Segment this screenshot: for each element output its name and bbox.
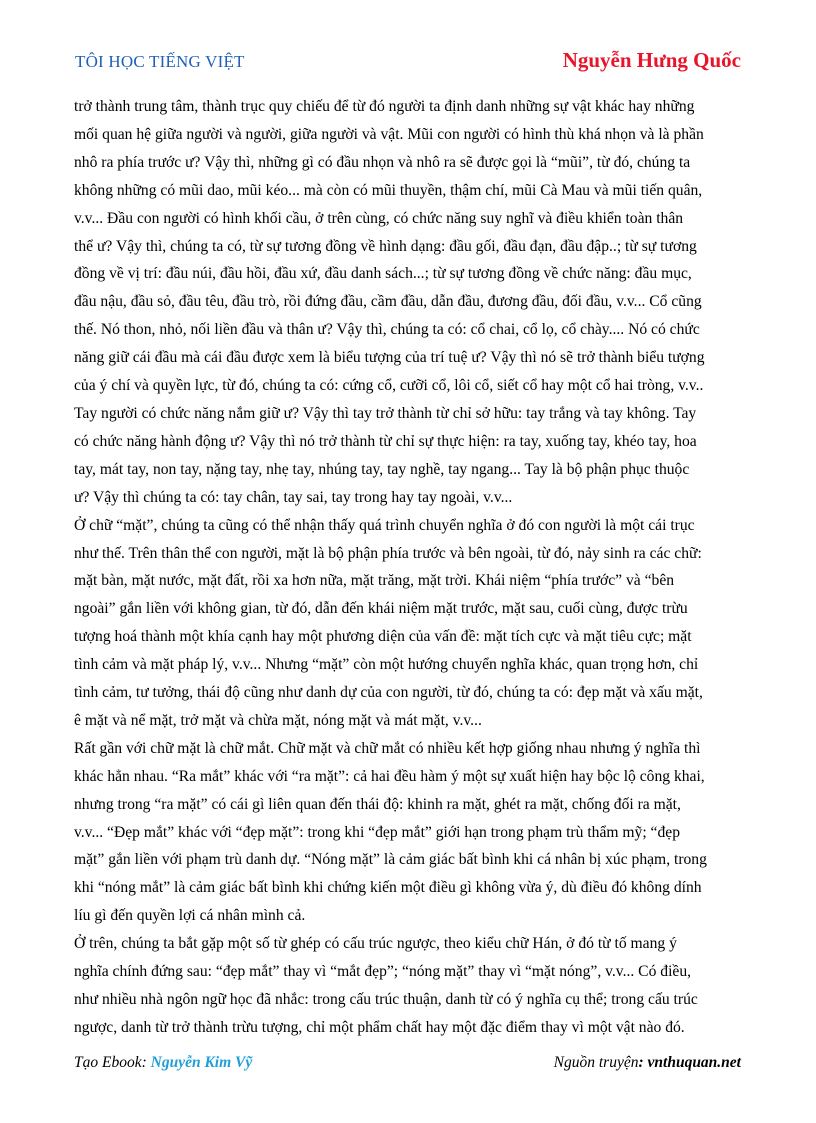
book-title: TÔI HỌC TIẾNG VIỆT — [75, 52, 245, 71]
text-line: như thế. Trên thân thể con người, mặt là bộ phận phía trước và bên ngoài, từ đó, nảy sinh ra các chữ: — [74, 544, 702, 562]
text-line: mặt” gắn liền với phạm trù danh dự. “Nóng mặt” là cảm giác bất bình khi cá nhân bị xúc phạm, trong — [74, 851, 707, 869]
text-line: tay, mát tay, non tay, nặng tay, nhẹ tay, nhúng tay, tay nghề, tay ngang... Tay là bộ phận phục thuộc — [74, 460, 690, 478]
paragraph — [74, 512, 742, 735]
text-line: trở thành trung tâm, thành trục quy chiếu để từ đó người ta định danh những sự vật khác hay những — [74, 98, 695, 115]
text-line: thế. Nó thon, nhỏ, nối liền đầu và thân ư? Vậy thì, chúng ta có: cổ chai, cổ lọ, cổ chày.... Nó có chức — [74, 321, 700, 339]
text-line: Ở trên, chúng ta bắt gặp một số từ ghép có cấu trúc ngược, theo kiểu chữ Hán, ở đó từ tố mang ý — [74, 935, 677, 953]
ebook-credit: Tạo Ebook: Nguyễn Kim Vỹ — [74, 1054, 253, 1071]
paragraph — [74, 930, 742, 1042]
source-label: Nguồn truyện — [553, 1054, 639, 1071]
text-line: nghĩa chính đứng sau: “đẹp mắt” thay vì “mắt đẹp”; “nóng mặt” thay vì “mặt nóng”, v.v... Có điều, — [74, 963, 692, 981]
text-line: mặt bàn, mặt nước, mặt đất, rồi xa hơn nữa, mặt trăng, mặt trời. Khái niệm “phía trước” và “bên — [74, 572, 675, 590]
text-line: đồng về vị trí: đầu núi, đầu hồi, đầu xứ, đầu danh sách...; từ sự tương đồng về chức năng: đầu mục, — [74, 265, 692, 283]
paragraph — [74, 735, 742, 930]
text-line: của ý chí và quyền lực, từ đó, chúng ta có: cứng cổ, cưỡi cổ, lôi cổ, siết cổ hay một cổ hai tròng, v.v.. — [74, 377, 704, 395]
text-line: tình cảm, tư tưởng, thái độ cũng như danh dự của con người, từ đó, chúng ta có: đẹp mặt và xấu mặt, — [74, 684, 703, 702]
text-line: tượng hoá thành một khía cạnh hay một phương diện của vấn đề: mặt tích cực và mặt tiêu cực; mặt — [74, 628, 692, 646]
text-line: đầu nậu, đầu sỏ, đầu têu, đầu trò, rồi đứng đầu, cầm đầu, dẫn đầu, đương đầu, đối đầu, v.v... Cổ cũng — [74, 293, 702, 311]
text-line: ê mặt và nể mặt, trở mặt và chừa mặt, nóng mặt và mát mặt, v.v... — [74, 711, 482, 729]
text-line: ngược, danh từ trở thành trừu tượng, chỉ một phẩm chất hay một đặc điểm thay vì một vật nào đó. — [74, 1018, 685, 1036]
text-line: Ở chữ “mặt”, chúng ta cũng có thể nhận thấy quá trình chuyển nghĩa ở đó con người là một cái trục — [74, 516, 695, 534]
text-line: thể ư? Vậy thì, chúng ta có, từ sự tương đồng về hình dạng: đầu gối, đầu đạn, đầu đập..; từ sự tương — [74, 237, 697, 255]
text-line: nhưng trong “ra mặt” có cái gì liên quan đến thái độ: khinh ra mặt, ghét ra mặt, chống đối ra mặt, — [74, 795, 681, 813]
text-line: mối quan hệ giữa người và người, giữa người và vật. Mũi con người có hình thù khá nhọn và là phần — [74, 125, 704, 143]
text-line: khác hẳn nhau. “Ra mắt” khác với “ra mặt”: cả hai đều hàm ý một sự xuất hiện hay bộc lộ công khai, — [74, 767, 705, 785]
source-site: vnthuquan.net — [647, 1054, 741, 1071]
text-line: khi “nóng mắt” là cảm giác bất bình khi chứng kiến một điều gì không vừa ý, dù điều đó không dính — [74, 879, 702, 897]
text-line: như nhiều nhà ngôn ngữ học đã nhắc: trong cấu trúc thuận, danh từ có ý nghĩa cụ thể; trong cấu trúc — [74, 991, 698, 1008]
text-line: tình cảm và mặt pháp lý, v.v... Nhưng “mặt” còn một hướng chuyển nghĩa khác, quan trọng hơn, chỉ — [74, 656, 699, 674]
text-line: nhô ra phía trước ư? Vậy thì, những gì có đầu nhọn và nhô ra sẽ được gọi là “mũi”, từ đó, chúng ta — [74, 153, 691, 171]
ebook-label: Tạo Ebook — [74, 1054, 142, 1071]
author-name: Nguyễn Hưng Quốc — [562, 48, 741, 72]
ebook-creator-name: Nguyễn Kim Vỹ — [150, 1054, 253, 1071]
text-line: năng giữ cái đầu mà cái đầu được xem là biểu tượng của trí tuệ ư? Vậy thì nó sẽ trở thành biểu tượng — [74, 349, 705, 367]
text-line: có chức năng hành động ư? Vậy thì nó trở thành từ chỉ sự thực hiện: ra tay, xuống tay, khéo tay, hoa — [74, 432, 697, 450]
text-line: líu gì đến quyền lợi cá nhân mình cả. — [74, 907, 306, 925]
text-line: ư? Vậy thì chúng ta có: tay chân, tay sai, tay trong hay tay ngoài, v.v... — [74, 488, 513, 506]
source-credit: Nguồn truyện: vnthuquan.net — [553, 1054, 741, 1071]
text-line: không những có mũi dao, mũi kéo... mà còn có mũi thuyền, thậm chí, mũi Cà Mau và mũi tiến quân, — [74, 181, 703, 199]
text-line: v.v... “Đẹp mắt” khác với “đẹp mặt”: trong khi “đẹp mắt” giới hạn trong phạm trù thẩm mỹ; “đẹp — [74, 823, 680, 841]
page-body — [74, 93, 742, 1042]
text-line: ngoài” gắn liền với không gian, từ đó, dẫn đến khái niệm mặt trước, mặt sau, cuối cùng, được trừu — [74, 600, 688, 618]
paragraph — [74, 93, 742, 512]
text-line: Tay người có chức năng nắm giữ ư? Vậy thì tay trở thành từ chỉ sở hữu: tay trắng và tay không. Tay — [74, 404, 697, 422]
text-line: Rất gần với chữ mặt là chữ mắt. Chữ mặt và chữ mắt có nhiều kết hợp giống nhau nhưng ý nghĩa thì — [74, 739, 701, 757]
text-line: v.v... Đầu con người có hình khối cầu, ở trên cùng, có chức năng suy nghĩ và điều khiển toàn thân — [74, 209, 684, 227]
